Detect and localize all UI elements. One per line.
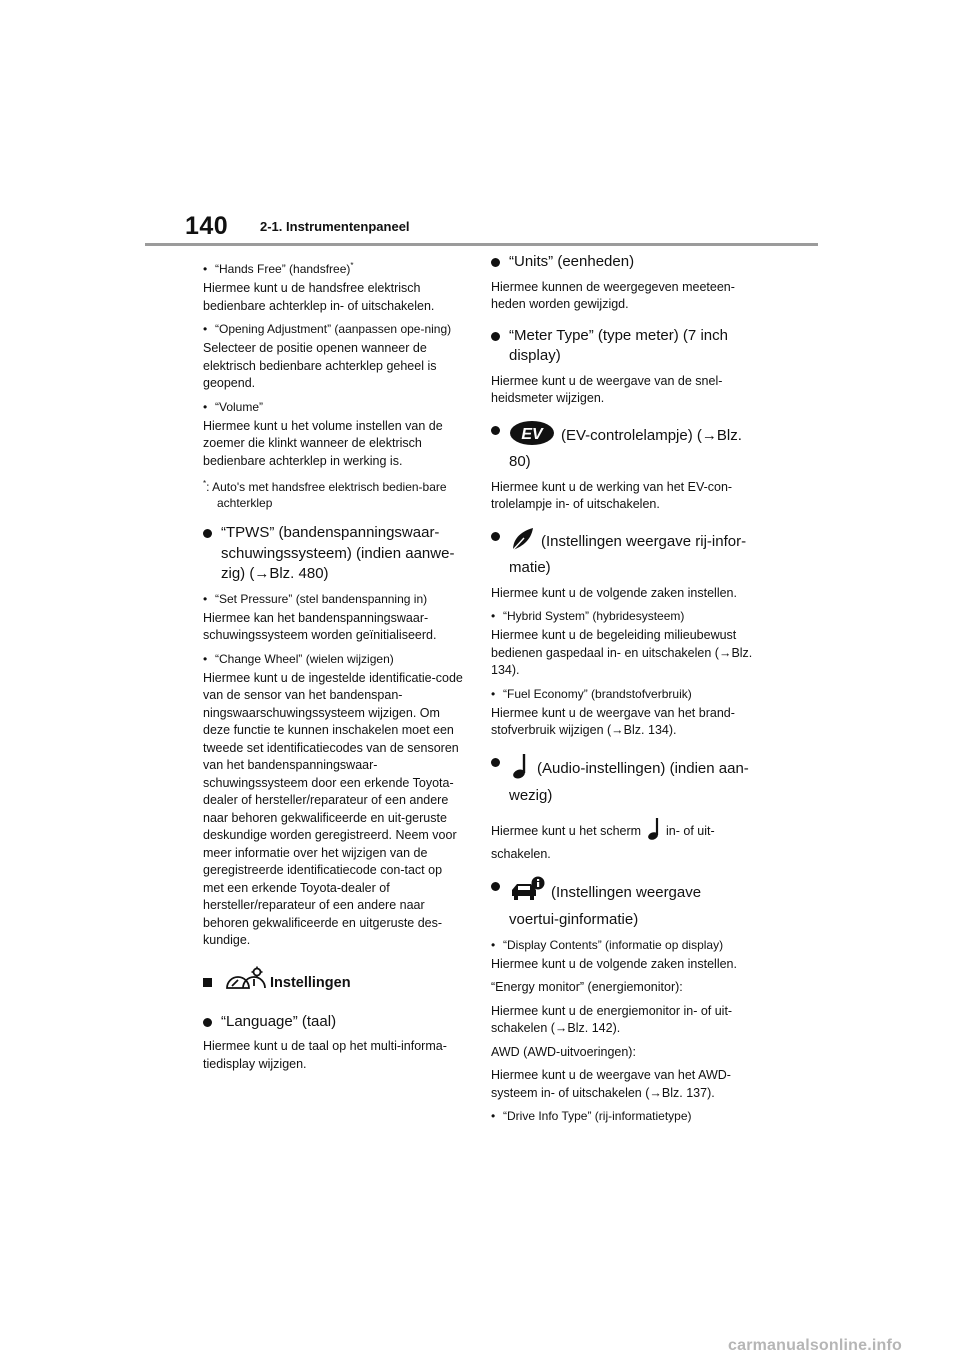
list-item: • “Display Contents” (informatie op display) <box>491 937 753 953</box>
section-title: 2-1. Instrumentenpaneel <box>260 219 410 234</box>
setting-heading-text: (Instellingen weergave voertui-ginformatie) <box>509 883 702 928</box>
section-heading-text: Instellingen <box>270 974 351 991</box>
setting-heading <box>203 523 463 585</box>
footnote-marker: * <box>350 261 354 270</box>
paragraph: AWD (AWD-uitvoeringen): <box>491 1044 636 1059</box>
setting-heading-text: “Meter Type” (type meter) (7 inch display) <box>509 326 728 364</box>
paragraph-text: Hiermee kunt u het scherm <box>491 823 642 838</box>
paragraph: Hiermee kunt u de taal op het multi-informa-tiedisplay wijzigen. <box>203 1039 447 1071</box>
svg-text:EV: EV <box>521 425 543 443</box>
paragraph: Hiermee kunt u de handsfree elektrisch bedienbare achterklep in- of uitschakelen. <box>203 281 435 313</box>
list-item: • “Opening Adjustment” (aanpassen ope-ning) <box>203 321 463 337</box>
setting-heading-text: “Language” (taal) <box>221 1012 337 1030</box>
footnote <box>203 476 463 511</box>
list-item <box>203 258 463 277</box>
paragraph: Hiermee kunt u de werking van het EV-con-trolelampje in- of uitschakelen. <box>491 479 733 511</box>
paragraph: Hiermee kunt u de begeleiding milieubewust bedienen gaspedaal in- en uitschakelen (→Blz. 134). <box>491 628 753 677</box>
car-info-icon <box>509 876 545 911</box>
footnote-marker: * <box>203 479 207 488</box>
bullet-dot <box>203 529 212 538</box>
left-column <box>203 252 463 1079</box>
music-note-icon <box>509 752 531 787</box>
paragraph-text: in- of uit-schakelen. <box>491 823 715 861</box>
paragraph: Hiermee kunt u de weergave van het AWD-systeem in- of uitschakelen (→Blz. 137). <box>491 1068 731 1100</box>
paragraph: Hiermee kunt u de volgende zaken instellen. <box>491 956 737 971</box>
list-item-text: “Hands Free” (handsfree) <box>215 262 351 276</box>
right-column <box>491 252 753 1126</box>
page-header <box>0 0 960 250</box>
bullet-dot <box>203 1018 212 1027</box>
paragraph: Selecteer de positie openen wanneer de elektrisch bedienbare achterklep geheel is geopend. <box>203 341 437 390</box>
list-item: • “Hybrid System” (hybridesysteem) <box>491 608 753 624</box>
setting-heading-text: (EV-controlelampje) (→Blz. 80) <box>509 426 742 470</box>
paragraph: Hiermee kan het bandenspanningswaar-schuwingssysteem worden geïnitialiseerd. <box>203 610 437 642</box>
paragraph: “Energy monitor” (energiemonitor): <box>491 980 683 994</box>
setting-heading-text: (Audio-instellingen) (indien aan-wezig) <box>509 759 749 804</box>
setting-heading <box>203 1012 463 1033</box>
meter-settings-icon <box>224 966 266 1000</box>
ev-icon <box>509 420 555 453</box>
setting-heading-text: (Instellingen weergave rij-infor-matie) <box>509 532 747 576</box>
list-item: • “Set Pressure” (stel bandenspanning in) <box>203 591 463 607</box>
list-item: • “Fuel Economy” (brandstofverbruik) <box>491 686 753 702</box>
paragraph <box>491 817 753 864</box>
footnote-text: : Auto's met handsfree elektrisch bedien-bare achterklep <box>206 480 447 510</box>
paragraph: Hiermee kunt u de energiemonitor in- of uit-schakelen (→Blz. 142). <box>491 1003 733 1035</box>
bullet-dot <box>491 882 500 891</box>
setting-heading-text: “Units” (eenheden) <box>509 253 635 270</box>
watermark: carmanualsonline.info <box>728 1337 903 1354</box>
bullet-dot <box>491 426 500 435</box>
paragraph: Hiermee kunt u de volgende zaken instellen. <box>491 585 737 600</box>
setting-heading-text: “TPWS” (bandenspanningswaar-schuwingssysteem) (indien aanwe-zig) (→Blz. 480) <box>221 524 455 582</box>
setting-heading <box>491 252 753 273</box>
header-rule <box>145 243 818 246</box>
square-bullet <box>203 978 212 987</box>
bullet-dot <box>491 332 500 341</box>
bullet-dot <box>491 532 500 541</box>
paragraph: Hiermee kunnen de weergegeven meeteen-heden worden gewijzigd. <box>491 279 735 311</box>
music-note-icon <box>645 817 663 847</box>
list-item: • “Drive Info Type” (rij-informatietype) <box>491 1108 753 1124</box>
paragraph: Hiermee kunt u het volume instellen van de zoemer die klinkt wanneer de elektrisch bedienbare achterklep in werking is. <box>203 418 443 468</box>
pen-icon <box>509 526 535 559</box>
setting-heading <box>491 420 753 473</box>
setting-heading <box>491 876 753 931</box>
paragraph: Hiermee kunt u de ingestelde identificatie-code van de sensor van het bandenspan-ningswaarschuwingssysteem wijzigen. Om deze functie te kunnen inschakelen moet een tweede set identificatiecodes van de sensoren van het bandenspanningswaar-schuwingssysteem door een erkende Toyota-dealer of hersteller/reparateur of een andere naar behoren gekwalificeerde en uit-geruste deskundige worden geregistreerd. Neem voor meer informatie over het wijzigen van de geregistreerde identificatiecode con-tact op met een erkende Toyota-dealer of hersteller/reparateur of een andere naar behoren gekwalificeerde en uitgeruste des-kundige. <box>203 670 463 947</box>
bullet-dot <box>491 258 500 267</box>
page-number: 140 <box>185 212 229 240</box>
list-item: • “Change Wheel” (wielen wijzigen) <box>203 651 463 667</box>
bullet-dot <box>491 758 500 767</box>
list-item: • “Volume” <box>203 399 463 415</box>
section-heading <box>203 966 463 1000</box>
paragraph: Hiermee kunt u de weergave van het brand-stofverbruik wijzigen (→Blz. 134). <box>491 705 735 737</box>
setting-heading <box>491 752 753 807</box>
setting-heading <box>491 526 753 579</box>
paragraph: Hiermee kunt u de weergave van de snel-heidsmeter wijzigen. <box>491 373 723 405</box>
setting-heading <box>491 326 753 367</box>
